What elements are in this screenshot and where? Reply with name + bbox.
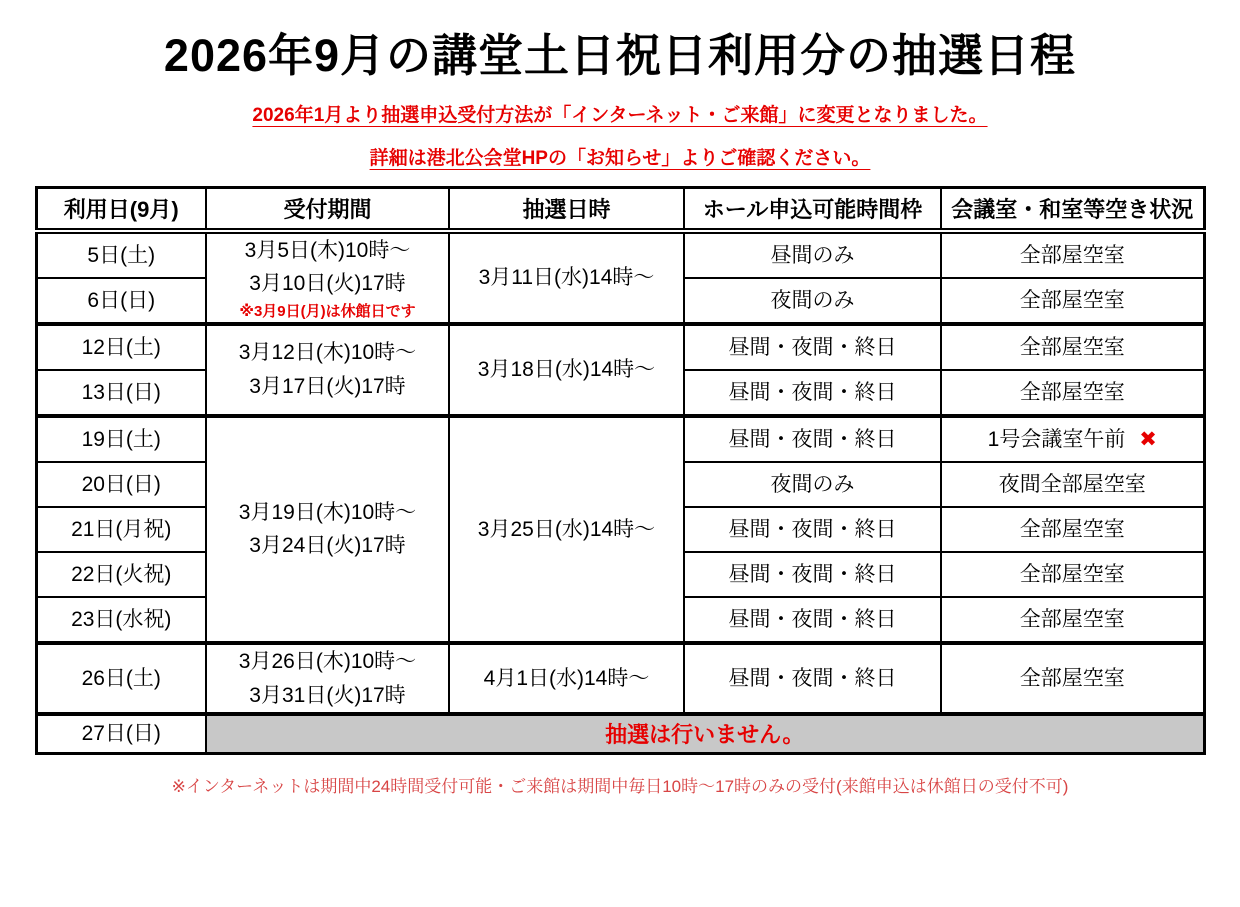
- hall-slots-cell: 夜間のみ: [684, 278, 941, 324]
- rooms-status-cell: 全部屋空室: [941, 507, 1204, 552]
- date-cell: 19日(土): [36, 416, 206, 462]
- rooms-status-cell: 全部屋空室: [941, 324, 1204, 370]
- header-draw-datetime: 抽選日時: [449, 187, 684, 231]
- date-cell: 20日(日): [36, 462, 206, 507]
- hall-slots-cell: 昼間のみ: [684, 231, 941, 278]
- rooms-status-cell: 全部屋空室: [941, 278, 1204, 324]
- date-cell: 23日(水祝): [36, 597, 206, 643]
- page-title: 2026年9月の講堂土日祝日利用分の抽選日程: [163, 30, 1077, 81]
- rooms-status-cell: 全部屋空室: [941, 552, 1204, 597]
- reception-line-2: 3月10日(火)17時: [249, 272, 406, 296]
- draw-datetime-cell: 3月25日(水)14時〜: [449, 416, 684, 643]
- reception-period-cell: [206, 643, 449, 714]
- no-lottery-cell: 抽選は行いません。: [206, 714, 1204, 754]
- draw-datetime-cell: 4月1日(水)14時〜: [449, 643, 684, 714]
- footer-note: ※インターネットは期間中24時間受付可能・ご来館は期間中毎日10時〜17時のみの受付(来館申込は休館日の受付不可): [171, 777, 1069, 797]
- date-cell: 12日(土): [36, 324, 206, 370]
- reception-period-cell: [206, 231, 449, 324]
- reception-line-1: 3月19日(木)10時〜: [238, 500, 417, 524]
- draw-datetime-cell: 3月18日(水)14時〜: [449, 324, 684, 416]
- closed-day-note: ※3月9日(月)は休館日です: [239, 302, 416, 320]
- hall-slots-cell: 昼間・夜間・終日: [684, 597, 941, 643]
- hall-slots-cell: 昼間・夜間・終日: [684, 324, 941, 370]
- hall-slots-cell: 夜間のみ: [684, 462, 941, 507]
- date-cell: 5日(土): [36, 231, 206, 278]
- table-header-row: [36, 187, 1204, 231]
- reception-line-1: 3月5日(木)10時〜: [244, 238, 411, 262]
- header-usage-date: 利用日(9月): [36, 187, 206, 231]
- header-hall-slots: ホール申込可能時間枠: [684, 187, 941, 231]
- reception-line-2: 3月31日(火)17時: [249, 683, 406, 707]
- hall-slots-cell: 昼間・夜間・終日: [684, 416, 941, 462]
- date-cell: 22日(火祝): [36, 552, 206, 597]
- draw-datetime-cell: 3月11日(水)14時〜: [449, 231, 684, 324]
- rooms-status-cell: 全部屋空室: [941, 597, 1204, 643]
- reception-period-cell: [206, 416, 449, 643]
- hall-slots-cell: 昼間・夜間・終日: [684, 370, 941, 416]
- notice-line-1: 2026年1月より抽選申込受付方法が「インターネット・ご来館」に変更となりました。: [252, 104, 988, 126]
- date-cell: 21日(月祝): [36, 507, 206, 552]
- reception-period-cell: [206, 324, 449, 416]
- table-row: [36, 231, 1204, 278]
- reception-line-2: 3月24日(火)17時: [249, 534, 406, 558]
- rooms-status-cell: 全部屋空室: [941, 370, 1204, 416]
- table-row: [36, 324, 1204, 370]
- date-cell: 27日(日): [36, 714, 206, 754]
- rooms-status-cell: 夜間全部屋空室: [941, 462, 1204, 507]
- reception-line-2: 3月17日(火)17時: [249, 374, 406, 398]
- rooms-status-cell: [941, 416, 1204, 462]
- table-row: [36, 714, 1204, 754]
- header-reception-period: 受付期間: [206, 187, 449, 231]
- reception-line-1: 3月26日(木)10時〜: [238, 649, 417, 673]
- date-cell: 6日(日): [36, 278, 206, 324]
- header-rooms-status: 会議室・和室等空き状況: [941, 187, 1204, 231]
- table-row: [36, 643, 1204, 714]
- rooms-status-cell: 全部屋空室: [941, 643, 1204, 714]
- date-cell: 26日(土): [36, 643, 206, 714]
- date-cell: 13日(日): [36, 370, 206, 416]
- notice-line-2: 詳細は港北公会堂HPの「お知らせ」よりご確認ください。: [369, 147, 871, 169]
- hall-slots-cell: 昼間・夜間・終日: [684, 507, 941, 552]
- lottery-schedule-table: [35, 186, 1206, 755]
- rooms-status-cell: 全部屋空室: [941, 231, 1204, 278]
- rooms-status-text: 1号会議室午前: [987, 427, 1126, 451]
- unavailable-x-mark: ✖: [1139, 427, 1157, 451]
- hall-slots-cell: 昼間・夜間・終日: [684, 552, 941, 597]
- hall-slots-cell: 昼間・夜間・終日: [684, 643, 941, 714]
- reception-line-1: 3月12日(木)10時〜: [238, 341, 417, 365]
- table-row: [36, 416, 1204, 462]
